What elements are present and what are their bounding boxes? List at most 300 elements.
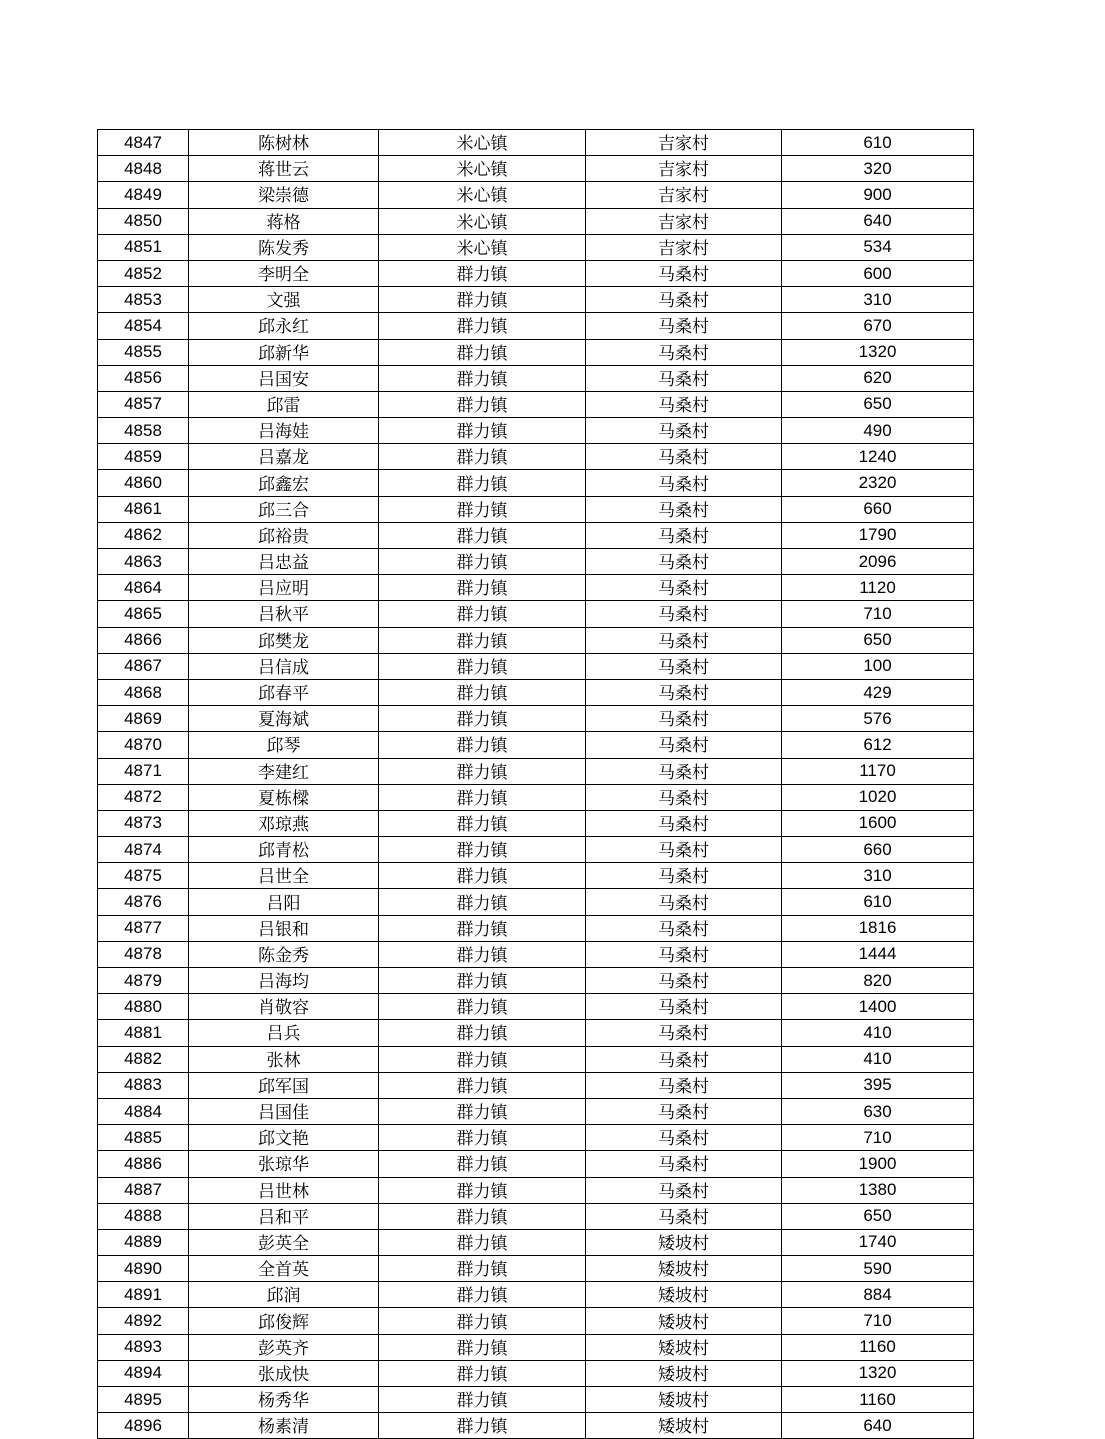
amount-cell: 820 <box>782 968 974 994</box>
name-cell: 肖敬容 <box>189 994 379 1020</box>
town-cell: 米心镇 <box>379 234 586 260</box>
village-cell: 马桑村 <box>586 810 782 836</box>
town-cell: 群力镇 <box>379 653 586 679</box>
village-cell: 马桑村 <box>586 784 782 810</box>
village-cell: 矮坡村 <box>586 1282 782 1308</box>
amount-cell: 884 <box>782 1282 974 1308</box>
town-cell: 群力镇 <box>379 1282 586 1308</box>
name-cell: 吕信成 <box>189 653 379 679</box>
row-number-cell: 4860 <box>98 470 189 496</box>
row-number-cell: 4884 <box>98 1098 189 1124</box>
table-row <box>98 627 974 653</box>
village-cell: 矮坡村 <box>586 1256 782 1282</box>
name-cell: 吕应明 <box>189 575 379 601</box>
row-number-cell: 4854 <box>98 313 189 339</box>
town-cell: 米心镇 <box>379 208 586 234</box>
village-cell: 吉家村 <box>586 182 782 208</box>
amount-cell: 490 <box>782 418 974 444</box>
name-cell: 吕海均 <box>189 968 379 994</box>
town-cell: 群力镇 <box>379 496 586 522</box>
amount-cell: 610 <box>782 130 974 156</box>
name-cell: 吕世全 <box>189 863 379 889</box>
table-row <box>98 130 974 156</box>
amount-cell: 1900 <box>782 1151 974 1177</box>
table-row <box>98 260 974 286</box>
name-cell: 蒋格 <box>189 208 379 234</box>
amount-cell: 310 <box>782 287 974 313</box>
name-cell: 邓琼燕 <box>189 810 379 836</box>
row-number-cell: 4881 <box>98 1020 189 1046</box>
amount-cell: 670 <box>782 313 974 339</box>
amount-cell: 620 <box>782 365 974 391</box>
village-cell: 马桑村 <box>586 706 782 732</box>
row-number-cell: 4865 <box>98 601 189 627</box>
table-row <box>98 391 974 417</box>
name-cell: 张琼华 <box>189 1151 379 1177</box>
row-number-cell: 4847 <box>98 130 189 156</box>
name-cell: 邱雷 <box>189 391 379 417</box>
village-cell: 马桑村 <box>586 653 782 679</box>
table-row <box>98 837 974 863</box>
amount-cell: 410 <box>782 1046 974 1072</box>
name-cell: 邱文艳 <box>189 1125 379 1151</box>
row-number-cell: 4883 <box>98 1072 189 1098</box>
amount-cell: 1320 <box>782 1360 974 1386</box>
amount-cell: 1240 <box>782 444 974 470</box>
town-cell: 群力镇 <box>379 470 586 496</box>
table-row <box>98 234 974 260</box>
town-cell: 群力镇 <box>379 863 586 889</box>
table-row <box>98 1020 974 1046</box>
row-number-cell: 4889 <box>98 1229 189 1255</box>
row-number-cell: 4872 <box>98 784 189 810</box>
row-number-cell: 4890 <box>98 1256 189 1282</box>
table-row <box>98 889 974 915</box>
table-row <box>98 1072 974 1098</box>
table-row <box>98 522 974 548</box>
village-cell: 矮坡村 <box>586 1387 782 1413</box>
town-cell: 群力镇 <box>379 706 586 732</box>
row-number-cell: 4852 <box>98 260 189 286</box>
name-cell: 邱三合 <box>189 496 379 522</box>
town-cell: 群力镇 <box>379 784 586 810</box>
table-row <box>98 1413 974 1439</box>
town-cell: 群力镇 <box>379 418 586 444</box>
table-row <box>98 1387 974 1413</box>
town-cell: 群力镇 <box>379 339 586 365</box>
name-cell: 吕阳 <box>189 889 379 915</box>
town-cell: 群力镇 <box>379 837 586 863</box>
name-cell: 张成快 <box>189 1360 379 1386</box>
amount-cell: 1600 <box>782 810 974 836</box>
row-number-cell: 4879 <box>98 968 189 994</box>
amount-cell: 650 <box>782 391 974 417</box>
town-cell: 群力镇 <box>379 889 586 915</box>
town-cell: 群力镇 <box>379 1098 586 1124</box>
row-number-cell: 4868 <box>98 679 189 705</box>
name-cell: 吕忠益 <box>189 549 379 575</box>
town-cell: 群力镇 <box>379 1387 586 1413</box>
name-cell: 彭英齐 <box>189 1334 379 1360</box>
name-cell: 邱青松 <box>189 837 379 863</box>
amount-cell: 534 <box>782 234 974 260</box>
table-row <box>98 732 974 758</box>
name-cell: 邱新华 <box>189 339 379 365</box>
row-number-cell: 4864 <box>98 575 189 601</box>
village-cell: 吉家村 <box>586 234 782 260</box>
row-number-cell: 4880 <box>98 994 189 1020</box>
village-cell: 矮坡村 <box>586 1229 782 1255</box>
table-row <box>98 549 974 575</box>
row-number-cell: 4892 <box>98 1308 189 1334</box>
row-number-cell: 4874 <box>98 837 189 863</box>
name-cell: 杨秀华 <box>189 1387 379 1413</box>
row-number-cell: 4878 <box>98 941 189 967</box>
town-cell: 群力镇 <box>379 1308 586 1334</box>
name-cell: 陈发秀 <box>189 234 379 260</box>
row-number-cell: 4873 <box>98 810 189 836</box>
amount-cell: 900 <box>782 182 974 208</box>
village-cell: 矮坡村 <box>586 1413 782 1439</box>
town-cell: 米心镇 <box>379 182 586 208</box>
row-number-cell: 4848 <box>98 156 189 182</box>
amount-cell: 1380 <box>782 1177 974 1203</box>
village-cell: 马桑村 <box>586 1046 782 1072</box>
name-cell: 杨素清 <box>189 1413 379 1439</box>
table-row <box>98 1098 974 1124</box>
village-cell: 马桑村 <box>586 313 782 339</box>
row-number-cell: 4875 <box>98 863 189 889</box>
town-cell: 群力镇 <box>379 1046 586 1072</box>
village-cell: 马桑村 <box>586 1125 782 1151</box>
town-cell: 群力镇 <box>379 1256 586 1282</box>
village-cell: 马桑村 <box>586 889 782 915</box>
town-cell: 群力镇 <box>379 1177 586 1203</box>
village-cell: 马桑村 <box>586 575 782 601</box>
name-cell: 吕兵 <box>189 1020 379 1046</box>
amount-cell: 660 <box>782 837 974 863</box>
name-cell: 夏栋樑 <box>189 784 379 810</box>
amount-cell: 100 <box>782 653 974 679</box>
table-row <box>98 287 974 313</box>
row-number-cell: 4885 <box>98 1125 189 1151</box>
name-cell: 陈金秀 <box>189 941 379 967</box>
name-cell: 文强 <box>189 287 379 313</box>
table-row <box>98 601 974 627</box>
village-cell: 马桑村 <box>586 837 782 863</box>
village-cell: 马桑村 <box>586 994 782 1020</box>
village-cell: 马桑村 <box>586 1020 782 1046</box>
name-cell: 邱俊辉 <box>189 1308 379 1334</box>
table-row <box>98 758 974 784</box>
village-cell: 马桑村 <box>586 915 782 941</box>
name-cell: 邱润 <box>189 1282 379 1308</box>
amount-cell: 1120 <box>782 575 974 601</box>
town-cell: 群力镇 <box>379 575 586 601</box>
row-number-cell: 4849 <box>98 182 189 208</box>
name-cell: 吕银和 <box>189 915 379 941</box>
town-cell: 群力镇 <box>379 1334 586 1360</box>
village-cell: 吉家村 <box>586 130 782 156</box>
village-cell: 马桑村 <box>586 679 782 705</box>
table-row <box>98 339 974 365</box>
amount-cell: 710 <box>782 601 974 627</box>
village-cell: 马桑村 <box>586 863 782 889</box>
amount-cell: 660 <box>782 496 974 522</box>
amount-cell: 429 <box>782 679 974 705</box>
table-row <box>98 470 974 496</box>
town-cell: 群力镇 <box>379 522 586 548</box>
town-cell: 群力镇 <box>379 1360 586 1386</box>
table-row <box>98 1308 974 1334</box>
amount-cell: 1444 <box>782 941 974 967</box>
town-cell: 群力镇 <box>379 627 586 653</box>
amount-cell: 612 <box>782 732 974 758</box>
row-number-cell: 4851 <box>98 234 189 260</box>
amount-cell: 640 <box>782 1413 974 1439</box>
village-cell: 矮坡村 <box>586 1334 782 1360</box>
village-cell: 马桑村 <box>586 287 782 313</box>
town-cell: 群力镇 <box>379 915 586 941</box>
village-cell: 马桑村 <box>586 391 782 417</box>
table-row <box>98 496 974 522</box>
village-cell: 马桑村 <box>586 627 782 653</box>
town-cell: 群力镇 <box>379 444 586 470</box>
town-cell: 群力镇 <box>379 391 586 417</box>
town-cell: 群力镇 <box>379 1020 586 1046</box>
amount-cell: 1740 <box>782 1229 974 1255</box>
data-table <box>97 129 974 1439</box>
table-row <box>98 575 974 601</box>
name-cell: 吕世林 <box>189 1177 379 1203</box>
town-cell: 群力镇 <box>379 810 586 836</box>
village-cell: 马桑村 <box>586 496 782 522</box>
amount-cell: 1790 <box>782 522 974 548</box>
name-cell: 梁崇德 <box>189 182 379 208</box>
amount-cell: 1170 <box>782 758 974 784</box>
amount-cell: 610 <box>782 889 974 915</box>
village-cell: 马桑村 <box>586 549 782 575</box>
village-cell: 马桑村 <box>586 339 782 365</box>
name-cell: 吕国安 <box>189 365 379 391</box>
table-row <box>98 1282 974 1308</box>
table-row <box>98 208 974 234</box>
row-number-cell: 4894 <box>98 1360 189 1386</box>
row-number-cell: 4858 <box>98 418 189 444</box>
table-row <box>98 994 974 1020</box>
table-row <box>98 156 974 182</box>
name-cell: 吕海娃 <box>189 418 379 444</box>
row-number-cell: 4871 <box>98 758 189 784</box>
row-number-cell: 4869 <box>98 706 189 732</box>
row-number-cell: 4893 <box>98 1334 189 1360</box>
row-number-cell: 4856 <box>98 365 189 391</box>
amount-cell: 1160 <box>782 1387 974 1413</box>
town-cell: 群力镇 <box>379 732 586 758</box>
village-cell: 马桑村 <box>586 1072 782 1098</box>
amount-cell: 600 <box>782 260 974 286</box>
town-cell: 群力镇 <box>379 758 586 784</box>
amount-cell: 650 <box>782 627 974 653</box>
row-number-cell: 4861 <box>98 496 189 522</box>
row-number-cell: 4870 <box>98 732 189 758</box>
row-number-cell: 4895 <box>98 1387 189 1413</box>
row-number-cell: 4891 <box>98 1282 189 1308</box>
name-cell: 吕秋平 <box>189 601 379 627</box>
row-number-cell: 4850 <box>98 208 189 234</box>
amount-cell: 640 <box>782 208 974 234</box>
table-row <box>98 444 974 470</box>
town-cell: 群力镇 <box>379 679 586 705</box>
village-cell: 矮坡村 <box>586 1308 782 1334</box>
amount-cell: 1020 <box>782 784 974 810</box>
table-row <box>98 365 974 391</box>
name-cell: 吕国佳 <box>189 1098 379 1124</box>
village-cell: 马桑村 <box>586 941 782 967</box>
row-number-cell: 4876 <box>98 889 189 915</box>
table-row <box>98 968 974 994</box>
table-row <box>98 313 974 339</box>
village-cell: 吉家村 <box>586 208 782 234</box>
table-row <box>98 1046 974 1072</box>
row-number-cell: 4887 <box>98 1177 189 1203</box>
village-cell: 马桑村 <box>586 1203 782 1229</box>
village-cell: 马桑村 <box>586 1177 782 1203</box>
amount-cell: 630 <box>782 1098 974 1124</box>
row-number-cell: 4886 <box>98 1151 189 1177</box>
town-cell: 群力镇 <box>379 1151 586 1177</box>
row-number-cell: 4863 <box>98 549 189 575</box>
table-row <box>98 1256 974 1282</box>
table-row <box>98 1360 974 1386</box>
village-cell: 马桑村 <box>586 1151 782 1177</box>
village-cell: 马桑村 <box>586 732 782 758</box>
amount-cell: 710 <box>782 1125 974 1151</box>
village-cell: 马桑村 <box>586 1098 782 1124</box>
row-number-cell: 4866 <box>98 627 189 653</box>
village-cell: 马桑村 <box>586 601 782 627</box>
row-number-cell: 4857 <box>98 391 189 417</box>
town-cell: 群力镇 <box>379 1125 586 1151</box>
amount-cell: 710 <box>782 1308 974 1334</box>
town-cell: 群力镇 <box>379 1229 586 1255</box>
town-cell: 群力镇 <box>379 313 586 339</box>
town-cell: 群力镇 <box>379 1072 586 1098</box>
town-cell: 群力镇 <box>379 968 586 994</box>
amount-cell: 1816 <box>782 915 974 941</box>
table-row <box>98 706 974 732</box>
row-number-cell: 4896 <box>98 1413 189 1439</box>
table-row <box>98 810 974 836</box>
name-cell: 李明全 <box>189 260 379 286</box>
town-cell: 群力镇 <box>379 601 586 627</box>
name-cell: 张林 <box>189 1046 379 1072</box>
name-cell: 邱裕贵 <box>189 522 379 548</box>
name-cell: 陈树林 <box>189 130 379 156</box>
town-cell: 群力镇 <box>379 941 586 967</box>
table-row <box>98 784 974 810</box>
name-cell: 彭英全 <box>189 1229 379 1255</box>
table-row <box>98 653 974 679</box>
name-cell: 全首英 <box>189 1256 379 1282</box>
amount-cell: 320 <box>782 156 974 182</box>
amount-cell: 2320 <box>782 470 974 496</box>
town-cell: 群力镇 <box>379 1413 586 1439</box>
amount-cell: 310 <box>782 863 974 889</box>
amount-cell: 1160 <box>782 1334 974 1360</box>
row-number-cell: 4888 <box>98 1203 189 1229</box>
amount-cell: 410 <box>782 1020 974 1046</box>
table-row <box>98 418 974 444</box>
name-cell: 邱春平 <box>189 679 379 705</box>
table-body <box>98 130 974 1439</box>
table-row <box>98 941 974 967</box>
name-cell: 李建红 <box>189 758 379 784</box>
row-number-cell: 4882 <box>98 1046 189 1072</box>
row-number-cell: 4855 <box>98 339 189 365</box>
village-cell: 马桑村 <box>586 470 782 496</box>
village-cell: 吉家村 <box>586 156 782 182</box>
village-cell: 矮坡村 <box>586 1360 782 1386</box>
row-number-cell: 4859 <box>98 444 189 470</box>
table-row <box>98 1177 974 1203</box>
row-number-cell: 4862 <box>98 522 189 548</box>
village-cell: 马桑村 <box>586 365 782 391</box>
amount-cell: 650 <box>782 1203 974 1229</box>
town-cell: 群力镇 <box>379 1203 586 1229</box>
name-cell: 蒋世云 <box>189 156 379 182</box>
name-cell: 吕嘉龙 <box>189 444 379 470</box>
table-row <box>98 1334 974 1360</box>
town-cell: 群力镇 <box>379 549 586 575</box>
town-cell: 米心镇 <box>379 130 586 156</box>
amount-cell: 2096 <box>782 549 974 575</box>
name-cell: 邱琴 <box>189 732 379 758</box>
village-cell: 马桑村 <box>586 418 782 444</box>
village-cell: 马桑村 <box>586 968 782 994</box>
village-cell: 马桑村 <box>586 522 782 548</box>
town-cell: 群力镇 <box>379 994 586 1020</box>
town-cell: 群力镇 <box>379 365 586 391</box>
table-row <box>98 915 974 941</box>
amount-cell: 395 <box>782 1072 974 1098</box>
name-cell: 邱永红 <box>189 313 379 339</box>
town-cell: 群力镇 <box>379 287 586 313</box>
town-cell: 群力镇 <box>379 260 586 286</box>
amount-cell: 1320 <box>782 339 974 365</box>
row-number-cell: 4853 <box>98 287 189 313</box>
name-cell: 邱鑫宏 <box>189 470 379 496</box>
row-number-cell: 4867 <box>98 653 189 679</box>
table-row <box>98 863 974 889</box>
amount-cell: 1400 <box>782 994 974 1020</box>
amount-cell: 590 <box>782 1256 974 1282</box>
table-row <box>98 1151 974 1177</box>
name-cell: 邱樊龙 <box>189 627 379 653</box>
table-row <box>98 679 974 705</box>
table-row <box>98 1203 974 1229</box>
name-cell: 吕和平 <box>189 1203 379 1229</box>
village-cell: 马桑村 <box>586 260 782 286</box>
name-cell: 夏海斌 <box>189 706 379 732</box>
village-cell: 马桑村 <box>586 758 782 784</box>
village-cell: 马桑村 <box>586 444 782 470</box>
table-row <box>98 1229 974 1255</box>
table-row <box>98 1125 974 1151</box>
name-cell: 邱军国 <box>189 1072 379 1098</box>
town-cell: 米心镇 <box>379 156 586 182</box>
amount-cell: 576 <box>782 706 974 732</box>
